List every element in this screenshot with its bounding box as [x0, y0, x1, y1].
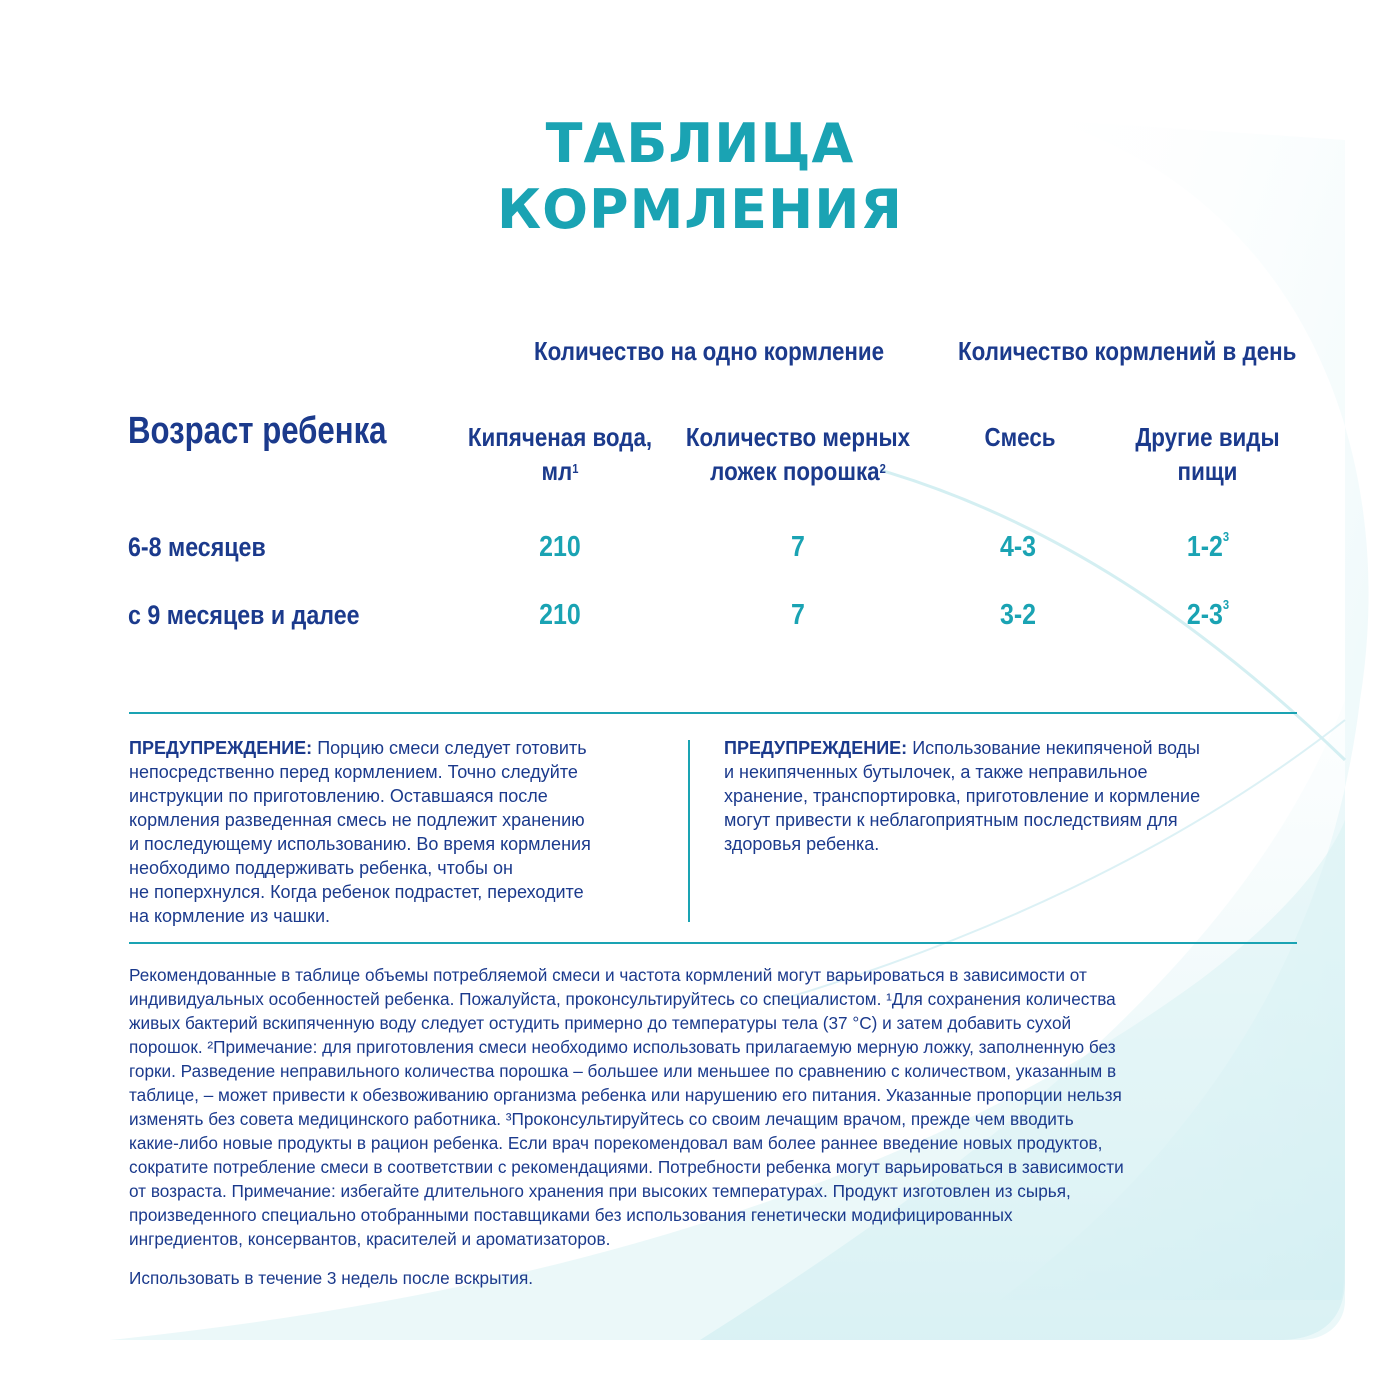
age-column-header: Возраст ребенка [128, 410, 387, 452]
water-header-line-2: $мл^1$ [541, 456, 579, 486]
table-row-age: 6-8 месяцев [128, 532, 266, 562]
scoops-header-line-1: Количество мерных [685, 422, 911, 452]
table-row-age: с 9 месяцев и далее [128, 600, 360, 630]
group-header-per-day: Количество кормлений в день [958, 336, 1297, 366]
warning-label: ПРЕДУПРЕЖДЕНИЕ: [724, 738, 908, 758]
other-header-line-1: Другие виды [1135, 422, 1280, 452]
warning-right: ПРЕДУПРЕЖДЕНИЕ: Использование некипяченой воды и некипяченных бутылочек, а также неправильное хранение, транспортировка, приготовление и кормление могут привести к неблагоприятным последствиям для здоровья ребенка. [724, 738, 1201, 854]
water-column-header [457, 420, 663, 488]
other-food-column-header [1124, 420, 1292, 488]
page-title-line-1: ТАБЛИЦА [545, 112, 855, 175]
table-cell-formula: 3-2 [999, 599, 1037, 631]
footnote-marker: 3 [1222, 529, 1230, 544]
formula-column-header: Смесь [984, 422, 1056, 452]
footnote-marker: 2 [879, 461, 886, 476]
divider-bottom [129, 942, 1297, 944]
table-cell-water: 210 [539, 599, 581, 631]
water-header-line-1: Кипяченая вода, [467, 422, 653, 452]
table-cell-water: 210 [539, 531, 581, 563]
table-cell-scoops: 7 [791, 599, 805, 631]
scoops-header-line-2: ложек порошка$^2$ [710, 456, 886, 486]
divider-vertical [688, 740, 690, 922]
other-header-line-2: пищи [1177, 456, 1238, 486]
table-cell-other: $2-3^3$ [1186, 597, 1230, 631]
usage-note: Использовать в течение 3 недель после вскрытия. [129, 1268, 534, 1288]
scoops-column-header [682, 420, 914, 488]
table-cell-scoops: 7 [791, 531, 805, 563]
table-cell-other: $1-2^3$ [1186, 529, 1230, 563]
warning-left: ПРЕДУПРЕЖДЕНИЕ: Порцию смеси следует готовить непосредственно перед кормлением. Точно следуйте инструкции по приготовлению. Оставшаяся после кормления разведенная смесь не подлежит хранению и последующему использованию. Во время кормления необходимо поддерживать ребенка, чтобы он не поперхнулся. Когда ребенок подрастет, переходите на кормление из чашки. [129, 738, 591, 926]
page-title-line-2: КОРМЛЕНИЯ [496, 178, 904, 241]
table-cell-formula: 4-3 [999, 531, 1037, 563]
warning-label: ПРЕДУПРЕЖДЕНИЕ: [129, 738, 313, 758]
divider-top [129, 712, 1297, 714]
fine-print: Рекомендованные в таблице объемы потребляемой смеси и частота кормлений могут варьироваться в зависимости от индивидуальных особенностей ребенка. Пожалуйста, проконсультируйтесь со специалистом. ¹Для сохранения количества живых бактерий вскипяченную воду следует остудить примерно до температуры тела (37 °С) и затем добавить сухой порошок. ²Примечание: для приготовления смеси необходимо использовать прилагаемую мерную ложку, заполненную без горки. Разведение неправильного количества порошка – большее или меньшее по сравнению с количеством, указанным в таблице, – может привести к обезвоживанию организма ребенка или нарушению его питания. Указанные пропорции нельзя изменять без совета медицинского работника. ³Проконсультируйтесь со своим лечащим врачом, прежде чем вводить какие-либо новые продукты в рацион ребенка. Если врач порекомендовал вам более раннее введение новых продуктов, сократите потребление смеси в соответствии с рекомендациями. Потребности ребенка могут варьироваться в зависимости от возраста. Примечание: избегайте длительного хранения при высоких температурах. Продукт изготовлен из сырья, произведенного специально отобранными поставщиками без использования генетически модифицированных ингредиентов, консервантов, красителей и ароматизаторов. [129, 965, 1124, 1249]
footnote-marker: 3 [1222, 597, 1230, 612]
footnote-marker: 1 [572, 461, 579, 476]
group-header-per-feeding: Количество на одно кормление [534, 336, 885, 366]
